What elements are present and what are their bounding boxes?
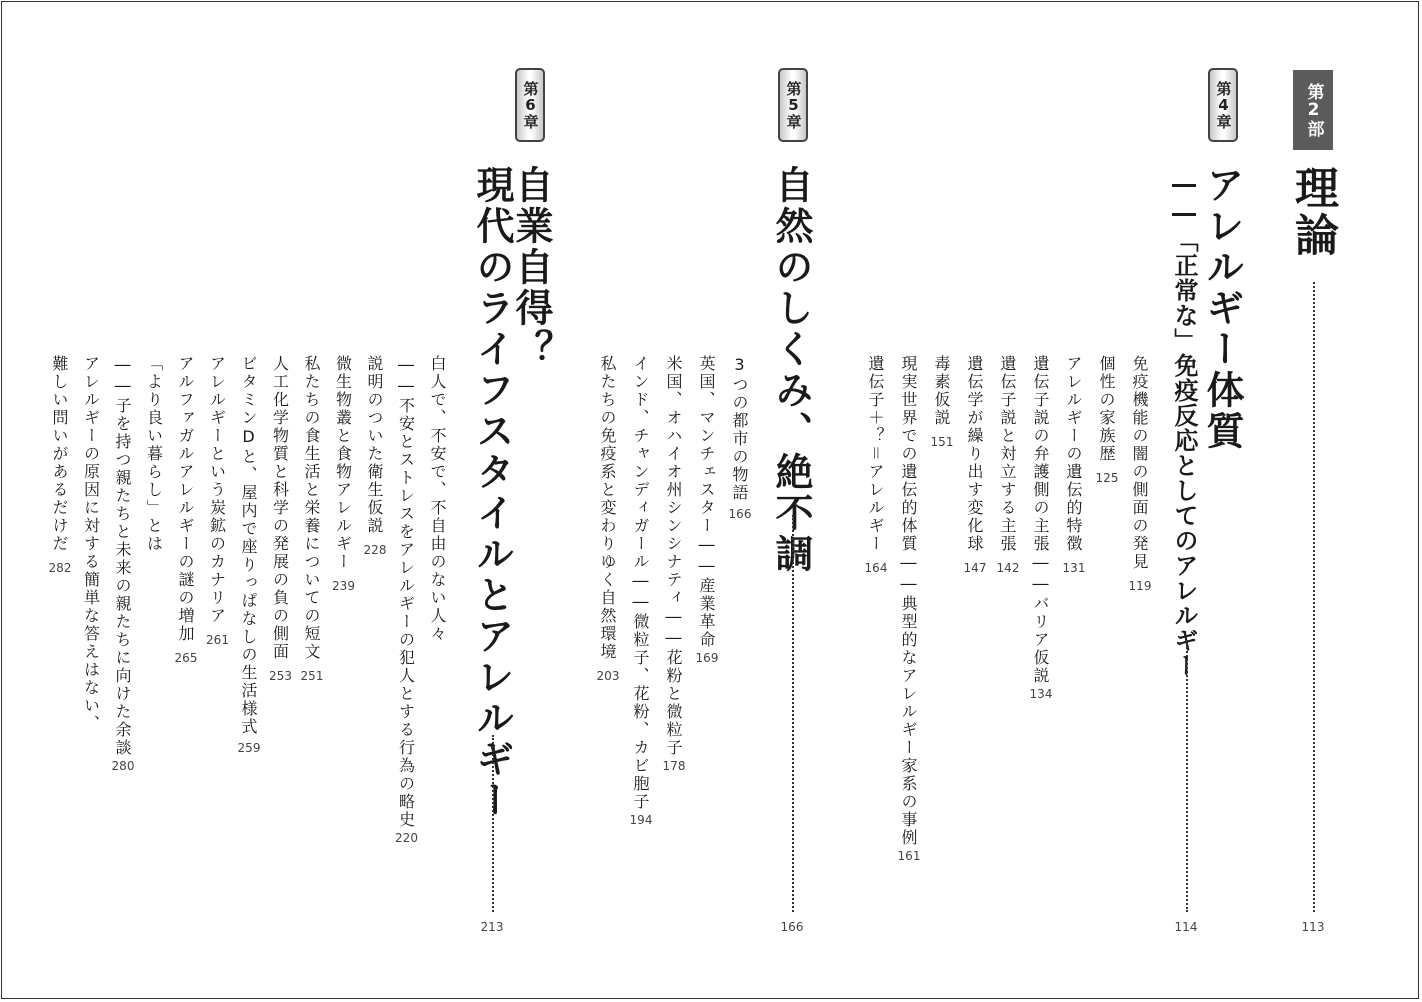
toc-entry-page: 119: [1128, 579, 1152, 593]
toc-entry-page: 147: [963, 561, 987, 575]
toc-entry: 難しい問いがあるだけだ: [50, 355, 69, 553]
part-leader-dots: [1313, 282, 1315, 912]
toc-entry-page: 239: [332, 579, 355, 593]
chapter-5-title: 自然のしくみ、絶不調: [769, 165, 813, 575]
toc-entry-page: 228: [363, 543, 387, 557]
toc-entry: 説明のついた衛生仮説: [365, 355, 384, 535]
toc-entry-page: 142: [996, 561, 1020, 575]
toc-entry: ――子を持つ親たちと未来の親たちに向けた余談: [113, 355, 132, 757]
part-page: 113: [1301, 920, 1325, 934]
toc-entry: 英国、マンチェスター――産業革命: [697, 355, 716, 649]
toc-entry-page: 178: [662, 759, 686, 773]
toc-entry: 個性の家族歴: [1097, 355, 1116, 463]
toc-entry-page: 259: [237, 741, 261, 755]
toc-entry: アレルギーの原因に対する簡単な答えはない、: [81, 355, 101, 733]
toc-entry-page: 164: [864, 561, 888, 575]
toc-entry: 毒素仮説: [932, 355, 951, 427]
chapter-6-badge: 第6章: [515, 68, 545, 142]
chapter-5-leader-dots: [792, 515, 794, 912]
toc-entry: インド、チャンディガール――微粒子、花粉、カビ胞子: [631, 355, 650, 811]
chapter-5-page: 166: [780, 920, 804, 934]
toc-entry: アルファガルアレルギーの謎の増加: [176, 355, 195, 643]
toc-entry-page: 134: [1029, 687, 1053, 701]
toc-entry-page: 253: [269, 669, 292, 683]
toc-entry-page: 131: [1062, 561, 1086, 575]
toc-entry: 微生物叢と食物アレルギー: [333, 355, 353, 571]
chapter-6-title-line-1: 自業自得？: [509, 165, 553, 370]
toc-entry-page: 251: [300, 669, 324, 683]
toc-entry: 人工化学物質と科学の発展の負の側面: [270, 355, 290, 661]
toc-entry: 「より良い暮らし」とは: [144, 355, 164, 553]
toc-entry: 私たちの食生活と栄養についての短文: [302, 355, 321, 661]
toc-entry: ビタミンDと、屋内で座りっぱなしの生活様式: [239, 355, 258, 736]
toc-entry: 3つの都市の物語: [730, 355, 749, 502]
toc-entry-page: 220: [395, 831, 418, 845]
chapter-4-page: 114: [1174, 920, 1198, 934]
toc-entry-page: 194: [629, 813, 653, 827]
chapter-6-leader-dots: [492, 735, 494, 912]
toc-entry-page: 265: [174, 651, 198, 665]
toc-entry-page: 280: [111, 759, 135, 773]
toc-entry: 米国、オハイオ州シンシナティ――花粉と微粒子: [664, 355, 683, 757]
toc-entry-page: 261: [206, 633, 229, 647]
chapter-4-subtitle: ――「正常な」免疫反応としてのアレルギー: [1170, 170, 1198, 678]
toc-entry-page: 125: [1095, 471, 1119, 485]
toc-entry: 遺伝学が繰り出す変化球: [965, 355, 984, 553]
toc-entry-page: 151: [930, 435, 954, 449]
chapter-6-page: 213: [480, 920, 504, 934]
toc-entry: アレルギーという炭鉱のカナリア: [207, 355, 227, 625]
toc-entry: 遺伝子説と対立する主張: [998, 355, 1017, 553]
toc-entry-page: 282: [48, 561, 72, 575]
toc-entry-page: 169: [695, 651, 719, 665]
toc-entry-page: 166: [728, 507, 752, 521]
toc-entry-page: 161: [897, 849, 921, 863]
toc-entry: 私たちの免疫系と変わりゆく自然環境: [598, 355, 617, 661]
toc-entry-page: 203: [596, 669, 620, 683]
chapter-6-title-line-2: 現代のライフスタイルとアレルギー: [470, 165, 514, 821]
toc-entry: 白人で、不安で、不自由のない人々: [428, 355, 447, 643]
toc-entry: 遺伝子説の弁護側の主張――バリア仮説: [1031, 355, 1050, 685]
toc-entry: 免疫機能の闇の側面の発見: [1130, 355, 1149, 571]
chapter-5-badge: 第5章: [778, 68, 808, 142]
toc-entry: 遺伝子＋？＝アレルギー: [866, 355, 885, 553]
toc-entry: ――不安とストレスをアレルギーの犯人とする行為の略史: [396, 355, 416, 829]
part-badge: 第2部: [1293, 70, 1333, 150]
part-title: 理論: [1287, 165, 1338, 259]
toc-entry: 現実世界での遺伝的体質――典型的なアレルギー家系の事例: [899, 355, 918, 847]
chapter-4-leader-dots: [1186, 640, 1188, 912]
toc-entry: アレルギーの遺伝的特徴: [1064, 355, 1083, 553]
chapter-4-title: アレルギー体質: [1200, 165, 1244, 452]
chapter-4-badge: 第4章: [1208, 68, 1238, 142]
